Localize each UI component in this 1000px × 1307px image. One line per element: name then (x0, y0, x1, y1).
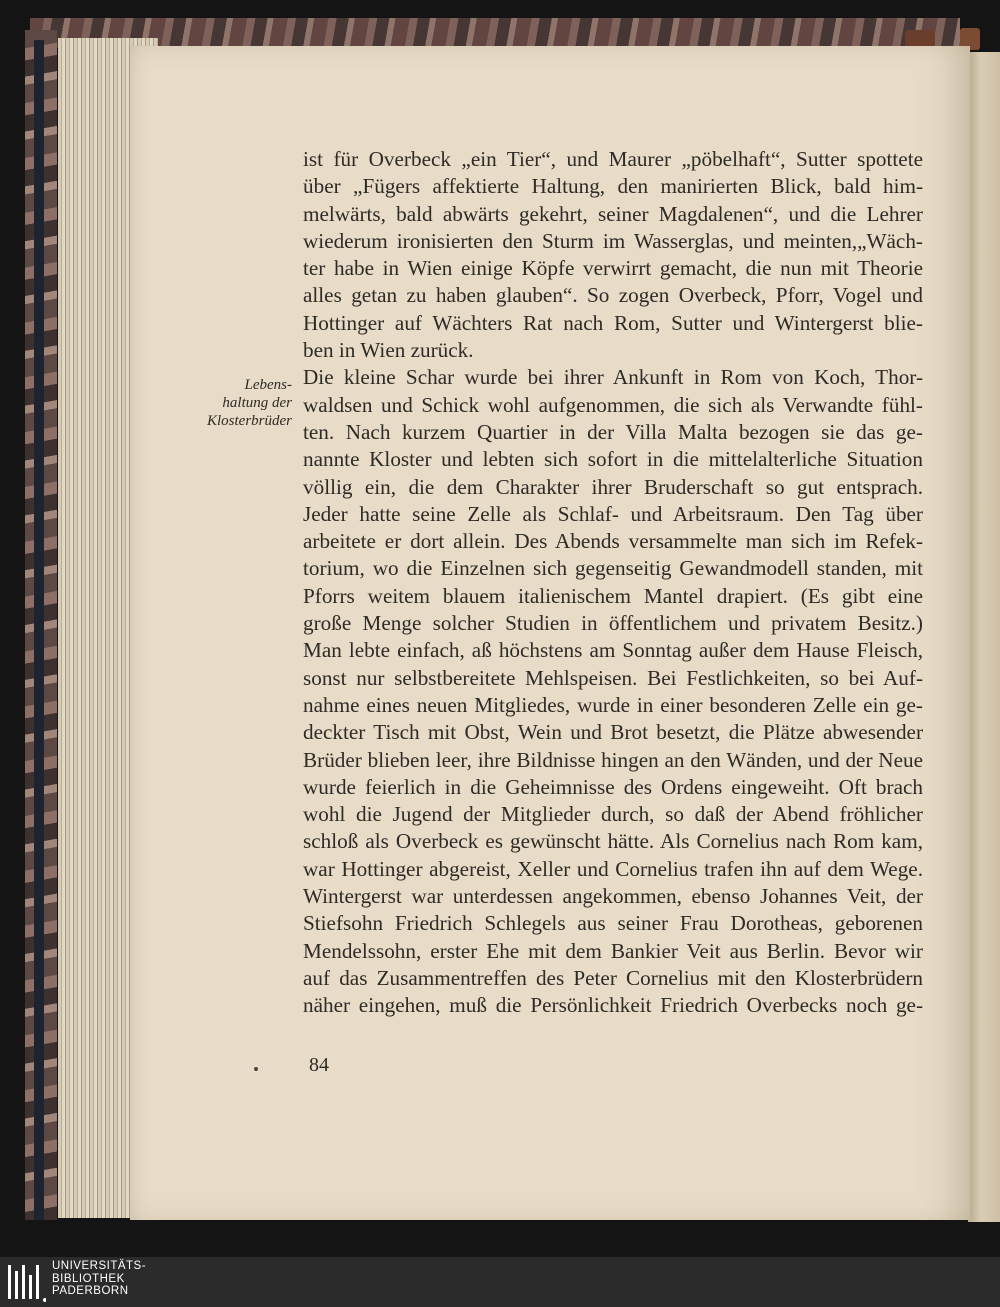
text-line: Man lebte einfach, aß höchstens am Sonntag außer dem Hause Fleisch, (303, 638, 923, 663)
body-text (303, 146, 923, 1020)
text-line: ten. Nach kurzem Quartier in der Villa Malta bezogen sie das ge- (303, 419, 923, 444)
marbled-edge-top (30, 18, 960, 48)
text-line: wohl die Jugend der Mitglieder durch, so daß der Abend fröhlicher (303, 802, 923, 827)
margin-note-line: haltung der (222, 395, 292, 411)
text-line: nahme eines neuen Mitgliedes, wurde in einer besonderen Zelle ein ge- (303, 692, 923, 717)
text-line: Die kleine Schar wurde bei ihrer Ankunft in Rom von Koch, Thor- (303, 365, 923, 390)
text-line: völlig ein, die dem Charakter ihrer Bruderschaft so gut entsprach. (303, 474, 923, 499)
text-line: melwärts, bald abwärts gekehrt, seiner Magdalenen“, und die Lehrer (303, 201, 923, 226)
page-number: 84 (309, 1054, 329, 1076)
text-line: Hottinger auf Wächters Rat nach Rom, Sutter und Wintergerst blie- (303, 310, 923, 335)
text-line: war Hottinger abgereist, Xeller und Cornelius trafen ihn auf dem Wege. (303, 856, 923, 881)
text-line: waldsen und Schick wohl aufgenommen, die sich als Verwandte fühl- (303, 392, 923, 417)
text-line: nannte Kloster und lebten sich sofort in die mittelalterliche Situation (303, 447, 923, 472)
library-name-line: BIBLIOTHEK (52, 1272, 125, 1285)
text-line: Pforrs weitem blauem italienischem Mantel drapiert. (Es gibt eine (303, 583, 923, 608)
text-line: auf das Zusammentreffen des Peter Cornelius mit den Klosterbrüdern (303, 965, 923, 990)
library-footer (0, 1257, 1000, 1307)
text-line: Mendelssohn, erster Ehe mit dem Bankier Veit aus Berlin. Bevor wir (303, 938, 923, 963)
text-line: schloß als Overbeck es gewünscht hätte. Als Cornelius nach Rom kam, (303, 829, 923, 854)
margin-note (170, 376, 292, 430)
text-line: Stiefsohn Friedrich Schlegels aus seiner Frau Dorotheas, geborenen (303, 911, 923, 936)
library-name-line: UNIVERSITÄTS- (52, 1260, 147, 1272)
library-name (52, 1260, 146, 1298)
text-line: Brüder blieben leer, ihre Bildnisse hingen an den Wänden, und der Neue (303, 747, 923, 772)
text-line: torium, wo die Einzelnen sich gegenseitig Gewandmodell standen, mit (303, 556, 923, 581)
text-line: ben in Wien zurück. (303, 338, 474, 363)
library-logo-icon (6, 1261, 46, 1303)
text-line: alles getan zu haben glauben“. So zogen Overbeck, Pforr, Vogel und (303, 283, 923, 308)
facing-page-edge (968, 52, 1000, 1222)
cover-edge (34, 40, 44, 1220)
margin-note-line: Lebens- (244, 377, 292, 393)
text-line: wurde feierlich in die Geheimnisse des Ordens eingeweiht. Oft brach (303, 774, 923, 799)
text-line: deckter Tisch mit Obst, Wein und Brot besetzt, die Plätze abwesender (303, 720, 923, 745)
text-line: Jeder hatte seine Zelle als Schlaf- und Arbeitsraum. Den Tag über (303, 501, 923, 526)
text-line: näher eingehen, muß die Persönlichkeit Friedrich Overbecks noch ge- (303, 993, 923, 1018)
text-line: über „Fügers affektierte Haltung, den manirierten Blick, bald him- (303, 174, 923, 199)
margin-note-line: Klosterbrüder (206, 413, 292, 429)
text-line: Wintergerst war unterdessen angekommen, ebenso Johannes Veit, der (303, 884, 923, 909)
library-name-line: PADERBORN (52, 1285, 129, 1297)
text-line: ist für Overbeck „ein Tier“, und Maurer „pöbelhaft“, Sutter spottete (303, 147, 923, 171)
text-line: große Menge solcher Studien in öffentlichem und privatem Besitz.) (303, 611, 923, 636)
page-mark-dot (254, 1067, 258, 1071)
text-line: sonst nur selbstbereitete Mehlspeisen. Bei Festlichkeiten, so bei Auf- (303, 665, 923, 690)
text-line: wiederum ironisierten den Sturm im Wasserglas, und meinten,„Wäch- (303, 228, 923, 253)
text-line: ter habe in Wien einige Köpfe verwirrt gemacht, die nun mit Theorie (303, 256, 923, 281)
text-line: arbeitete er dort allein. Des Abends versammelte man sich im Refek- (303, 529, 923, 554)
